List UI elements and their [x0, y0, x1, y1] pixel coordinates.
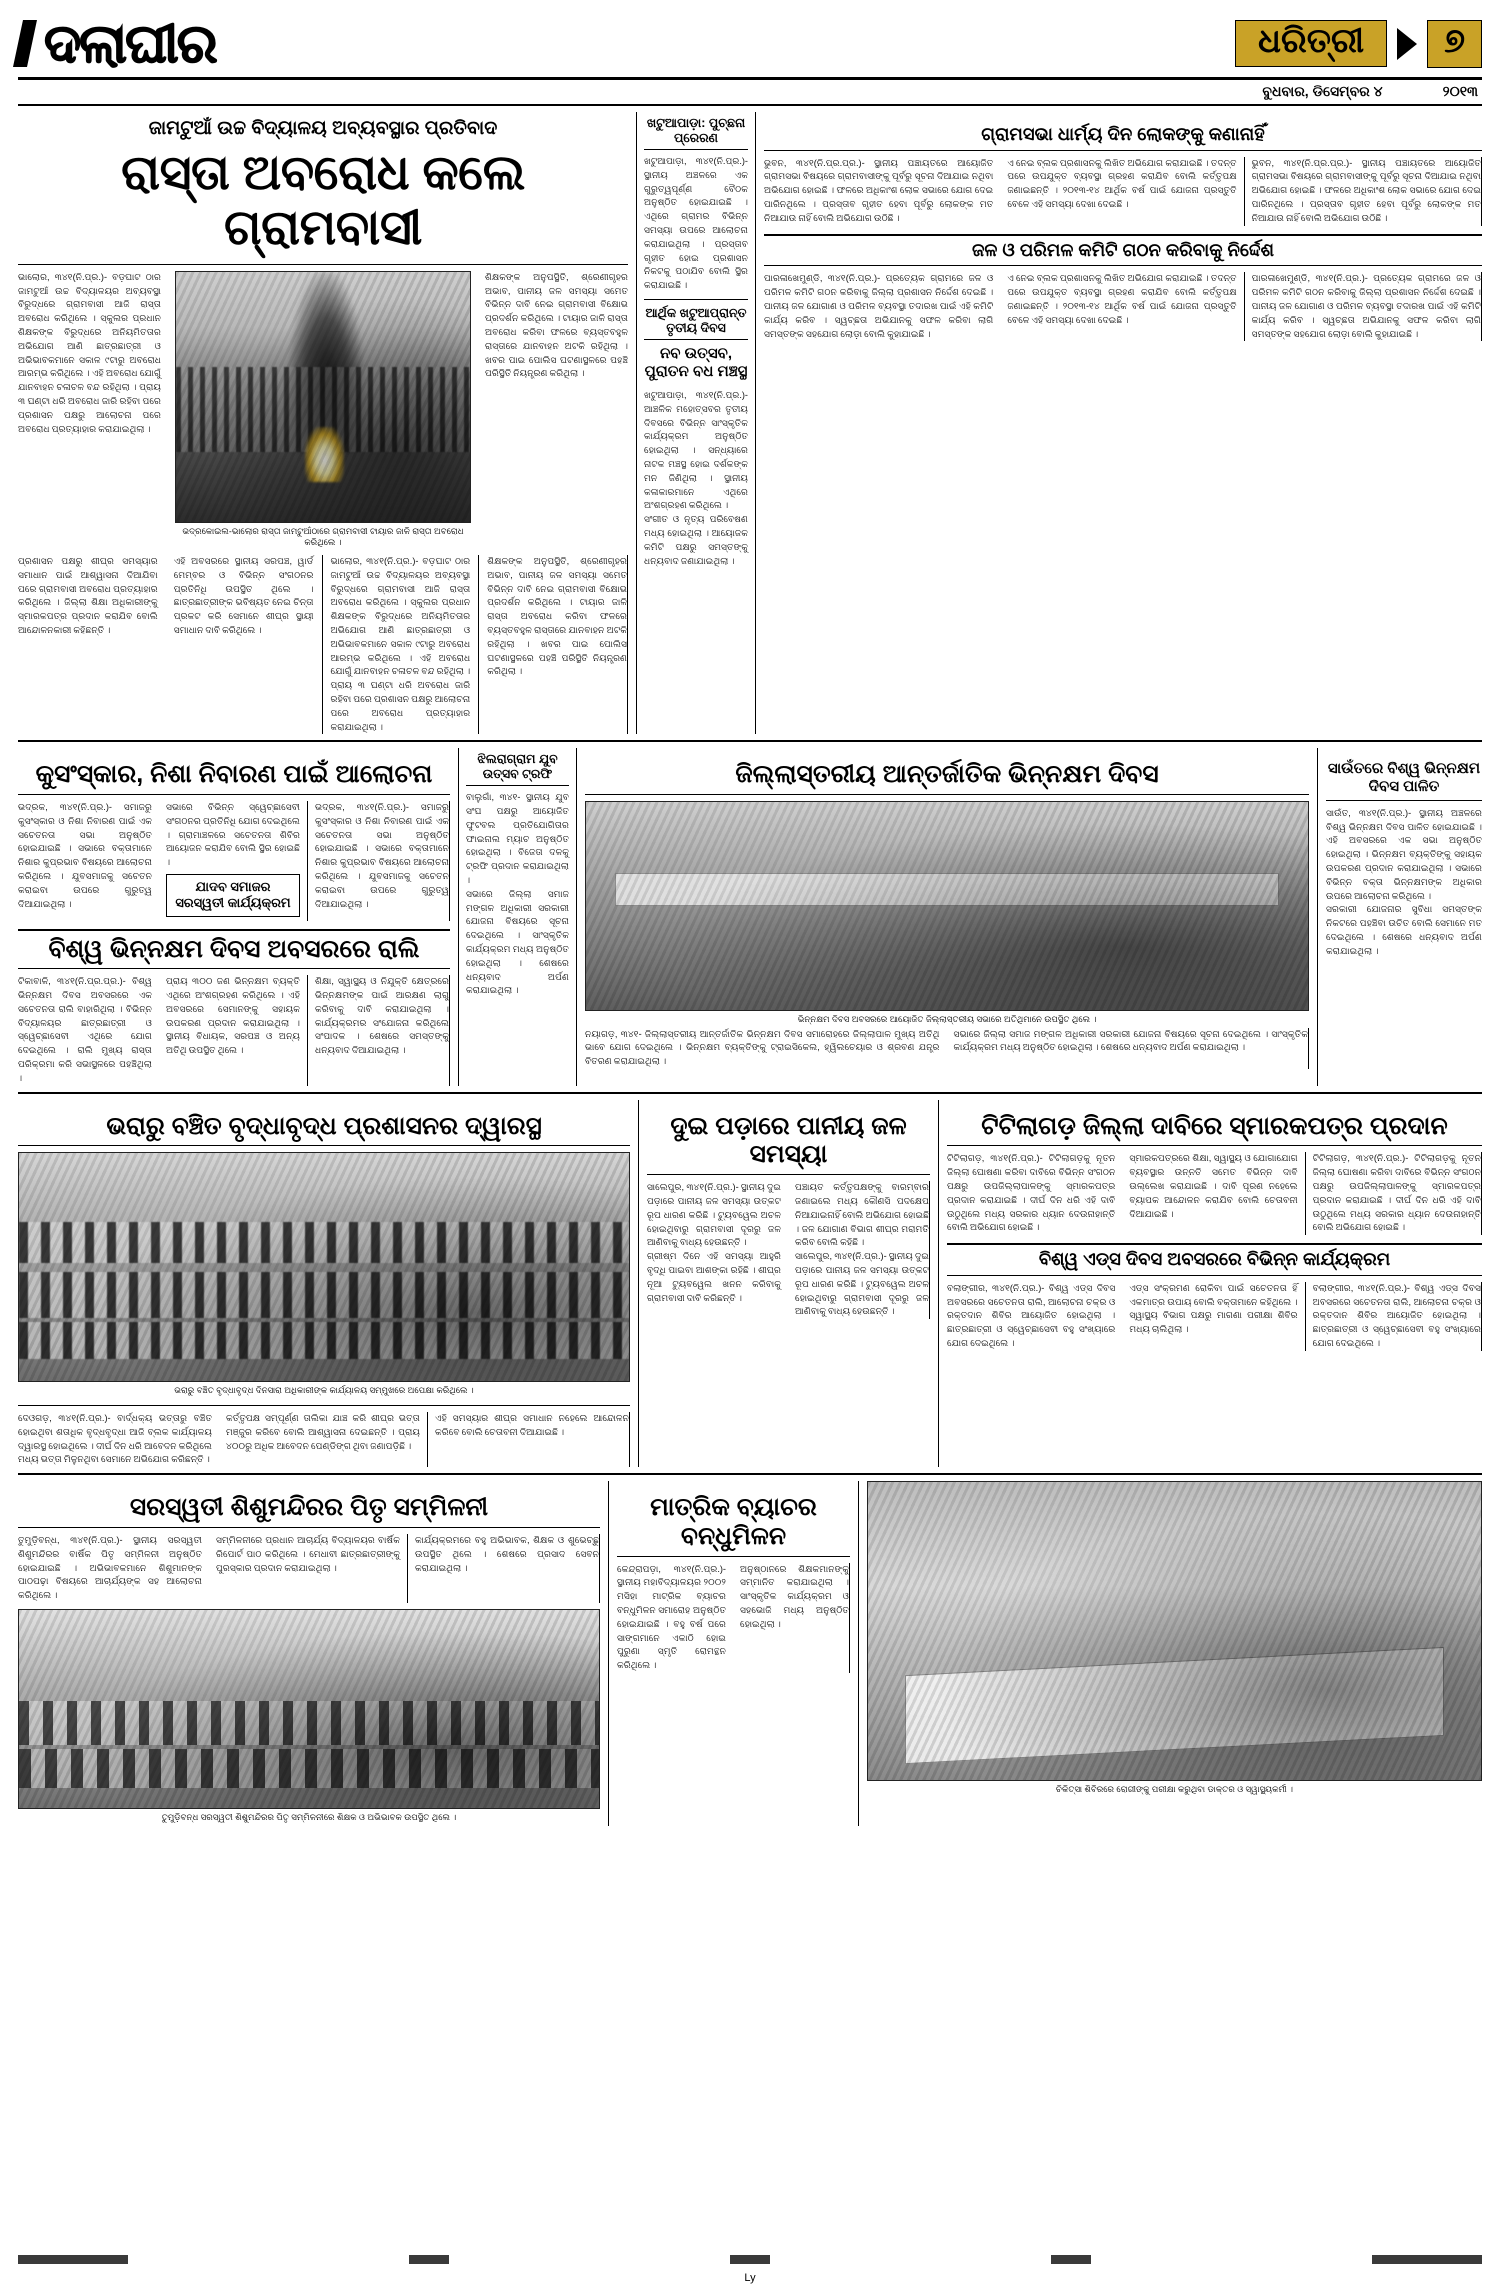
masthead: [18, 14, 1482, 80]
footer-mark-right: [1372, 2255, 1482, 2264]
mid-center-block: [576, 748, 1317, 1085]
lead-col-7: [479, 555, 628, 734]
arrow-icon: [1397, 28, 1417, 60]
memo-block: [938, 1100, 1482, 1468]
dateline: [18, 80, 1482, 106]
water-col-2: [788, 1181, 930, 1319]
memo-head-2: ବିଶ୍ୱ ଏଡ୍ସ ଦିବସ ଅବସରରେ ବିଭିନ୍ନ କାର୍ଯ୍ୟକ୍ରମ: [947, 1243, 1482, 1276]
right-col-4: [764, 272, 1000, 341]
memo-col-1: [947, 1152, 1122, 1235]
mid-left-box-title: ଯାଦବ ସମାଜର ସରସ୍ୱତୀ କାର୍ଯ୍ୟକ୍ରମ: [175, 879, 291, 911]
elderly-text-3: ଏହି ସମସ୍ୟାର ଶୀଘ୍ର ସମାଧାନ ନହେଲେ ଆନ୍ଦୋଳନ କରିବେ ବୋଲି ଚେତାବନୀ ଦିଆଯାଇଛି ।: [435, 1413, 629, 1437]
mid-right-block: [1317, 748, 1482, 1085]
mid-right-text-1: ସାଉଁତ, ୩୪୧(ନି.ପ୍ର.)- ସ୍ଥାନୀୟ ଅଞ୍ଚଳରେ ବିଶ୍ୱ ଭିନ୍ନକ୍ଷମ ଦିବସ ପାଳିତ ହୋଇଯାଇଛି । ଏହି ଅବସରରେ ଏକ ସଭା ଅନୁଷ୍ଠିତ ହୋଇଥିଲା । ଭିନ୍ନକ୍ଷମ ବ୍ୟକ୍ତିଙ୍କୁ ସହାୟକ ଉପକରଣ ପ୍ରଦାନ କରାଯାଇଥିଲା । ସଭାରେ ବିଭିନ୍ନ ବକ୍ତା ଭିନ୍ନକ୍ଷମଙ୍କ ଅଧିକାର ଉପରେ ଆଲୋଚନା କରିଥିଲେ ।: [1326, 807, 1482, 901]
brand-badge: ଧରିତ୍ରୀ: [1235, 20, 1387, 67]
mid-center-head-small: ଝିଲରାଗ୍ରାମ ଯୁବ ଉତ୍ସବ ଟ୍ରଫି: [466, 752, 569, 786]
footer-mark-mid-right: [1051, 2255, 1091, 2264]
mid-center-text-1: ନୟାଗଡ଼, ୩୪୧- ଜିଲ୍ଲାସ୍ତରୀୟ ଆନ୍ତର୍ଜାତିକ ଭିନ୍ନକ୍ଷମ ଦିବସ ସମାରୋହରେ ଜିଲ୍ଲାପାଳ ମୁଖ୍ୟ ଅତିଥି ଭାବେ ଯୋଗ ଦେଇଥିଲେ । ଭିନ୍ନକ୍ଷମ ବ୍ୟକ୍ତିଙ୍କୁ ଟ୍ରାଇସିକେଲ, ହ୍ୱିଲଚେୟାର ଓ ଶ୍ରବଣ ଯନ୍ତ୍ର ବିତରଣ କରାଯାଇଥିଲା ।: [585, 1028, 940, 1067]
right-head-2: ଜଳ ଓ ପରିମଳ କମିଟି ଗଠନ କରିବାକୁ ନିର୍ଦ୍ଦେଶ: [764, 234, 1482, 267]
school-col-1: [18, 1534, 209, 1603]
mid-left-col-2: [159, 801, 308, 920]
mid-center-col-1: [585, 1028, 947, 1069]
right-text-3b: ପାରଳାଖେମୁଣ୍ଡି, ୩୪୧(ନି.ପ୍ର.)- ପ୍ରତ୍ୟେକ ଗ୍ରାମରେ ଜଳ ଓ ପରିମଳ କମିଟି ଗଠନ କରିବାକୁ ଜିଲ୍ଲା ପ୍ରଶାସନ ନିର୍ଦ୍ଦେଶ ଦେଇଛି । ପାନୀୟ ଜଳ ଯୋଗାଣ ଓ ପରିମଳ ବ୍ୟବସ୍ଥା ତଦାରଖ ପାଇଁ ଏହି କମିଟି କାର୍ଯ୍ୟ କରିବ । ସ୍ୱଚ୍ଛତା ଅଭିଯାନକୁ ସଫଳ କରିବା ଲାଗି ସମସ୍ତଙ୍କ ସହଯୋଗ ଲୋଡ଼ା ବୋଲି କୁହାଯାଇଛି ।: [1251, 273, 1481, 339]
footer-mark-mid-left: [409, 2255, 449, 2264]
reunion-text-1: କେନ୍ଦ୍ରାପଡ଼ା, ୩୪୧(ନି.ପ୍ର.)- ସ୍ଥାନୀୟ ମହାବିଦ୍ୟାଳୟର ୨୦୦୨ ମସିହା ମାଟ୍ରିକ ବ୍ୟାଚର ବନ୍ଧୁମିଳନ ସମାରୋହ ଅନୁଷ୍ଠିତ ହୋଇଯାଇଛି । ବହୁ ବର୍ଷ ପରେ ସାଙ୍ଗମାନେ ଏକାଠି ହୋଇ ପୁରୁଣା ସ୍ମୃତି ରୋମନ୍ଥନ କରିଥିଲେ ।: [617, 1563, 726, 1671]
memo-head-1: ଟିଟିଲାଗଡ଼ ଜିଲ୍ଲା ଦାବିରେ ସ୍ମାରକପତ୍ର ପ୍ରଦାନ: [947, 1108, 1482, 1147]
reunion-col-1: [617, 1563, 733, 1673]
lead-col-3: [478, 271, 628, 551]
narrow-head-3: ନବ ଉତ୍ସବ, ପୁରାତନ ବଧ ମଞ୍ଚସ୍ଥ: [644, 344, 748, 380]
memo-text-1: ଟିଟିଲାଗଡ଼, ୩୪୧(ନି.ପ୍ର.)- ଟିଟିଲାଗଡ଼କୁ ନୂତନ ଜିଲ୍ଲା ଘୋଷଣା କରିବା ଦାବିରେ ବିଭିନ୍ନ ସଂଗଠନ ପକ୍ଷରୁ ଉପଜିଲ୍ଲାପାଳଙ୍କୁ ସ୍ମାରକପତ୍ର ପ୍ରଦାନ କରାଯାଇଛି । ଦୀର୍ଘ ଦିନ ଧରି ଏହି ଦାବି ଉଠୁଥିଲେ ମଧ୍ୟ ସରକାର ଧ୍ୟାନ ଦେଉନାହାନ୍ତି ବୋଲି ଅଭିଯୋଗ ହୋଇଛି ।: [947, 1153, 1116, 1233]
mid-left-text-3: ଟିକାବାଳି, ୩୪୧(ନି.ପ୍ର.ପ୍ର.)- ବିଶ୍ୱ ଭିନ୍ନକ୍ଷମ ଦିବସ ଅବସରରେ ଏକ ସଚେତନତା ରାଲି ବାହାରିଥିଲା । ବିଭିନ୍ନ ବିଦ୍ୟାଳୟର ଛାତ୍ରଛାତ୍ରୀ ଓ ସ୍ୱେଚ୍ଛାସେବୀ ଏଥିରେ ଯୋଗ ଦେଇଥିଲେ । ରାଲି ମୁଖ୍ୟ ରାସ୍ତା ପରିକ୍ରମା କରି ସଭାସ୍ଥଳରେ ପହଞ୍ଚିଥିଲା ।: [18, 976, 152, 1083]
school-photo-caption: ତୁମୁଡ଼ିବନ୍ଧ ସରସ୍ୱତୀ ଶିଶୁମନ୍ଦିରର ପିତୃ ସମ୍ମିଳନୀରେ ଶିକ୍ଷକ ଓ ଅଭିଭାବକ ଉପସ୍ଥିତ ଥିଲେ ।: [161, 1811, 457, 1822]
memo-col-3: [1306, 1152, 1482, 1235]
elderly-block: [18, 1100, 638, 1468]
elderly-col-2: [219, 1412, 428, 1467]
narrow-head-1: ଖଟୁଆପାଡ଼ା: ପୁଚ୍ଛନା ପ୍ରେରଣ: [644, 116, 748, 150]
water-text-3: ଗ୍ରୀଷ୍ମ ଦିନେ ଏହି ସମସ୍ୟା ଆହୁରି ବୃଦ୍ଧି ପାଇବା ଆଶଙ୍କା ରହିଛି । ଶୀଘ୍ର ନୂଆ ଟ୍ୟୁବୱେଲ ଖନନ କରିବାକୁ ଗ୍ରାମବାସୀ ଦାବି କରିଛନ୍ତି ।: [647, 1251, 781, 1303]
lead-photo: [175, 271, 471, 523]
narrow-text-2: ଖଟୁଆପାଡ଼ା, ୩୪୧(ନି.ପ୍ର.)- ଆଞ୍ଚଳିକ ମହୋତ୍ସବର ତୃତୀୟ ଦିବସରେ ବିଭିନ୍ନ ସାଂସ୍କୃତିକ କାର୍ଯ୍ୟକ୍ରମ ଅନୁଷ୍ଠିତ ହୋଇଥିଲା । ସନ୍ଧ୍ୟାରେ ନାଟକ ମଞ୍ଚସ୍ଥ ହୋଇ ଦର୍ଶକଙ୍କ ମନ ଜିଣିଥିଲା । ସ୍ଥାନୀୟ କଳାକାରମାନେ ଏଥିରେ ଅଂଶଗ୍ରହଣ କରିଥିଲେ ।: [644, 389, 748, 511]
lead-col4-text: ଏହି ଅବସରରେ ସ୍ଥାନୀୟ ସରପଞ୍ଚ, ୱାର୍ଡ ମେମ୍ବର ଓ ବିଭିନ୍ନ ସଂଗଠନର ପ୍ରତିନିଧି ଉପସ୍ଥିତ ଥିଲେ । ଛାତ୍ରଛାତ୍ରୀଙ୍କ ଭବିଷ୍ୟତ ନେଇ ଚିନ୍ତା ପ୍ରକଟ କରି ସେମାନେ ଶୀଘ୍ର ସ୍ଥାୟୀ ସମାଧାନ ଦାବି କରିଥିଲେ ।: [173, 555, 314, 635]
memo-col-6: [1306, 1282, 1482, 1351]
memo-text-4: ଏଡ୍ସ ସଂକ୍ରମଣ ରୋକିବା ପାଇଁ ସଚେତନତା ହିଁ ଏକମାତ୍ର ଉପାୟ ବୋଲି ବକ୍ତାମାନେ କହିଥିଲେ । ସ୍ୱାସ୍ଥ୍ୟ ବିଭାଗ ପକ୍ଷରୁ ମାଗଣା ପରୀକ୍ଷା ଶିବିର ମଧ୍ୟ ଚାଲିଥିଲା ।: [1129, 1282, 1298, 1335]
mid-left-col-4: [18, 975, 159, 1085]
school-text-3: କାର୍ଯ୍ୟକ୍ରମରେ ବହୁ ଅଭିଭାବକ, ଶିକ୍ଷକ ଓ ଶୁଭେଚ୍ଛୁ ଉପସ୍ଥିତ ଥିଲେ । ଶେଷରେ ପ୍ରସାଦ ସେବନ କରାଯାଇଥିଲା ।: [415, 1534, 599, 1573]
mid-left-box: [166, 874, 300, 917]
water-block: [638, 1100, 938, 1468]
mid-left-head-2: ବିଶ୍ୱ ଭିନ୍ନକ୍ଷମ ଦିବସ ଅବସରରେ ରାଲି: [18, 929, 450, 970]
lead-col1-text: ଭାଲୋର, ୩୪୧(ନି.ପ୍ର.)- ବଡ଼ଘାଟ ଠାର ଜାମଟୁଆଁ ଉଚ୍ଚ ବିଦ୍ୟାଳୟର ଅବ୍ୟବସ୍ଥା ବିରୁଦ୍ଧରେ ଗ୍ରାମବାସୀ ଆଜି ରାସ୍ତା ଅବରୋଧ କରିଥିଲେ । ସ୍କୁଲର ପ୍ରଧାନ ଶିକ୍ଷକଙ୍କ ବିରୁଦ୍ଧରେ ଅନିୟମିତତାର ଅଭିଯୋଗ ଆଣି ଛାତ୍ରଛାତ୍ରୀ ଓ ଅଭିଭାବକମାନେ ସକାଳ ୯ଟାରୁ ଅବରୋଧ ଆରମ୍ଭ କରିଥିଲେ । ଏହି ଅବରୋଧ ଯୋଗୁଁ ଯାନବାହନ ଚଳାଚଳ ବନ୍ଦ ରହିଥିଲା । ପ୍ରାୟ ୩ ଘଣ୍ଟା ଧରି ଅବରୋଧ ଜାରି ରହିବା ପରେ ପ୍ରଶାସନ ପକ୍ଷରୁ ଆଲୋଚନା ପରେ ଅବରୋଧ ପ୍ରତ୍ୟାହାର କରାଯାଇଥିଲା ।: [18, 271, 161, 434]
hospital-block: [858, 1481, 1482, 1825]
water-text-1: ସାଲେପୁର, ୩୪୧(ନି.ପ୍ର.)- ସ୍ଥାନୀୟ ଦୁଇ ପଡ଼ାରେ ପାନୀୟ ଜଳ ସମସ୍ୟା ଉତ୍କଟ ରୂପ ଧାରଣ କରିଛି । ଟ୍ୟୁବୱେଲ ଅଚଳ ହୋଇଥିବାରୁ ଗ୍ରାମବାସୀ ଦୂରରୁ ଜଳ ଆଣିବାକୁ ବାଧ୍ୟ ହେଉଛନ୍ତି ।: [647, 1182, 781, 1248]
mid-left-col-5: [159, 975, 308, 1085]
mid-left-block: [18, 748, 458, 1085]
water-text-2: ପଞ୍ଚାୟତ କର୍ତ୍ତୃପକ୍ଷଙ୍କୁ ବାରମ୍ବାର ଜଣାଇଲେ ମଧ୍ୟ କୌଣସି ପଦକ୍ଷେପ ନିଆଯାଇନାହିଁ ବୋଲି ଅଭିଯୋଗ ହୋଇଛି । ଜଳ ଯୋଗାଣ ବିଭାଗ ଶୀଘ୍ର ମରାମତି କରିବ ବୋଲି କହିଛି ।: [795, 1182, 929, 1248]
elderly-photo: [18, 1152, 630, 1382]
dateline-day: ବୁଧବାର, ଡିସେମ୍ବର ୪: [1262, 83, 1383, 99]
school-col-2: [209, 1534, 408, 1603]
elderly-text-1: ଦେଓଗଡ଼, ୩୪୧(ନି.ପ୍ର.)- ବାର୍ଦ୍ଧକ୍ୟ ଭତ୍ତାରୁ ବଞ୍ଚିତ ହୋଇଥିବା ଶତାଧିକ ବୃଦ୍ଧବୃଦ୍ଧା ଆଜି ବ୍ଲକ କାର୍ଯ୍ୟାଳୟ ଦ୍ୱାରସ୍ଥ ହୋଇଥିଲେ । ଦୀର୍ଘ ଦିନ ଧରି ଆବେଦନ କରିଥିଲେ ମଧ୍ୟ ଭତ୍ତା ମିଳୁନଥିବା ସେମାନେ ଅଭିଯୋଗ କରିଛନ୍ତି ।: [18, 1413, 212, 1465]
lead-story: [18, 112, 636, 734]
lead-col-6: [323, 555, 480, 734]
lead-col2-text: ଶିକ୍ଷକଙ୍କ ଅନୁପସ୍ଥିତି, ଶ୍ରେଣୀଗୃହର ଅଭାବ, ପାନୀୟ ଜଳ ସମସ୍ୟା ସମେତ ବିଭିନ୍ନ ଦାବି ନେଇ ଗ୍ରାମବାସୀ ବିକ୍ଷୋଭ ପ୍ରଦର୍ଶନ କରିଥିଲେ । ଟାୟାର ଜାଳି ରାସ୍ତା ଅବରୋଧ କରିବା ଫଳରେ ବ୍ୟସ୍ତବହୁଳ ରାସ୍ତାରେ ଯାନବାହନ ଅଟକି ରହିଥିଲା । ଖବର ପାଇ ପୋଲିସ ଘଟଣାସ୍ଥଳରେ ପହଞ୍ଚି ପରିସ୍ଥିତି ନିୟନ୍ତ୍ରଣ କରିଥିଲା ।: [485, 271, 628, 379]
mid-center-text-2: ସଭାରେ ଜିଲ୍ଲା ସମାଜ ମଙ୍ଗଳ ଅଧିକାରୀ ସରକାରୀ ଯୋଜନା ବିଷୟରେ ସୂଚନା ଦେଇଥିଲେ । ସାଂସ୍କୃତିକ କାର୍ଯ୍ୟକ୍ରମ ମଧ୍ୟ ଅନୁଷ୍ଠିତ ହୋଇଥିଲା । ଶେଷରେ ଧନ୍ୟବାଦ ଅର୍ପଣ କରାଯାଇଥିଲା ।: [953, 1028, 1308, 1053]
narrow-column: [636, 112, 756, 734]
memo-col-4: [947, 1282, 1122, 1351]
right-text-2b: ଏ ନେଇ ବ୍ଲକ ପ୍ରଶାସନକୁ ଲିଖିତ ଅଭିଯୋଗ କରାଯାଇଛି । ତଦନ୍ତ ପରେ ଉପଯୁକ୍ତ ବ୍ୟବସ୍ଥା ଗ୍ରହଣ କରାଯିବ ବୋଲି କର୍ତ୍ତୃପକ୍ଷ ଜଣାଇଛନ୍ତି । ୨୦୧୩-୧୪ ଆର୍ଥିକ ବର୍ଷ ପାଇଁ ଯୋଜନା ପ୍ରସ୍ତୁତି ବେଳେ ଏହି ସମସ୍ୟା ଦେଖା ଦେଇଛି ।: [1007, 273, 1237, 325]
school-text-1: ତୁମୁଡ଼ିବନ୍ଧ, ୩୪୧(ନି.ପ୍ର.)- ସ୍ଥାନୀୟ ସରସ୍ୱତୀ ଶିଶୁମନ୍ଦିରର ବାର୍ଷିକ ପିତୃ ସମ୍ମିଳନୀ ଅନୁଷ୍ଠିତ ହୋଇଯାଇଛି । ଅଭିଭାବକମାନେ ଶିଶୁମାନଙ୍କ ପାଠପଢ଼ା ବିଷୟରେ ଆଚାର୍ଯ୍ୟଙ୍କ ସହ ଆଲୋଚନା କରିଥିଲେ ।: [18, 1534, 202, 1601]
mid-left-head-1: କୁସଂସ୍କାର, ନିଶା ନିବାରଣ ପାଇଁ ଆଲୋଚନା: [18, 756, 450, 795]
school-head: ସରସ୍ୱତୀ ଶିଶୁମନ୍ଦିରର ପିତୃ ସମ୍ମିଳନୀ: [18, 1489, 600, 1528]
elderly-col-3: [428, 1412, 630, 1467]
memo-text-3b: ବଲାଙ୍ଗୀର, ୩୪୧(ନି.ପ୍ର.)- ବିଶ୍ୱ ଏଡ୍ସ ଦିବସ ଅବସରରେ ସଚେତନତା ରାଲି, ଆଲୋଚନା ଚକ୍ର ଓ ରକ୍ତଦାନ ଶିବିର ଆୟୋଜିତ ହୋଇଥିଲା । ଛାତ୍ରଛାତ୍ରୀ ଓ ସ୍ୱେଚ୍ଛାସେବୀ ବହୁ ସଂଖ୍ୟାରେ ଯୋଗ ଦେଇଥିଲେ ।: [1312, 1282, 1481, 1349]
lead-kicker: ଜାମଟୁଆଁ ଉଚ୍ଚ ବିଦ୍ୟାଳୟ ଅବ୍ୟବସ୍ଥାର ପ୍ରତିବାଦ: [148, 118, 498, 139]
elderly-col-1: [18, 1412, 219, 1467]
footer-page-label: Ly: [744, 2272, 756, 2284]
mid-left-text-4: ପ୍ରାୟ ୩୦୦ ଜଣ ଭିନ୍ନକ୍ଷମ ବ୍ୟକ୍ତି ଏଥିରେ ଅଂଶଗ୍ରହଣ କରିଥିଲେ । ଏହି ଅବସରରେ ସେମାନଙ୍କୁ ସହାୟକ ଉପକରଣ ପ୍ରଦାନ କରାଯାଇଥିଲା । ସ୍ଥାନୀୟ ବିଧାୟକ, ସରପଞ୍ଚ ଓ ଅନ୍ୟ ଅତିଥି ଉପସ୍ଥିତ ଥିଲେ ।: [166, 976, 300, 1056]
right-text-1: ଭୁବନ, ୩୪୧(ନି.ପ୍ର.ପ୍ର.)- ସ୍ଥାନୀୟ ପଞ୍ଚାୟତରେ ଆୟୋଜିତ ଗ୍ରାମସଭା ବିଷୟରେ ଗ୍ରାମବାସୀଙ୍କୁ ପୂର୍ବରୁ ସୂଚନା ଦିଆଯାଇ ନଥିବା ଅଭିଯୋଗ ହୋଇଛି । ଫଳରେ ଅଧିକାଂଶ ଲୋକ ସଭାରେ ଯୋଗ ଦେଇ ପାରିନଥିଲେ । ପ୍ରସ୍ତାବ ଗୃହୀତ ହେବା ପୂର୍ବରୁ ଲୋକଙ୍କ ମତ ନିଆଯାଉ ନାହିଁ ବୋଲି ଅଭିଯୋଗ ଉଠିଛି ।: [764, 157, 994, 223]
mid-right-head-1: ସାଉଁତରେ ବିଶ୍ୱ ଭିନ୍ନକ୍ଷମ ଦିବସ ପାଳିତ: [1326, 756, 1482, 801]
mid-left-text-1b: ଭଦ୍ରକ, ୩୪୧(ନି.ପ୍ର.)- ସମାଜରୁ କୁସଂସ୍କାର ଓ ନିଶା ନିବାରଣ ପାଇଁ ଏକ ସଚେତନତା ସଭା ଅନୁଷ୍ଠିତ ହୋଇଯାଇଛି । ସଭାରେ ବକ୍ତାମାନେ ନିଶାର କୁପ୍ରଭାବ ବିଷୟରେ ଆଲୋଚନା କରିଥିଲେ । ଯୁବସମାଜକୁ ସଚେତନ କରାଇବା ଉପରେ ଗୁରୁତ୍ୱ ଦିଆଯାଇଥିଲା ।: [315, 802, 449, 909]
memo-text-1b: ଟିଟିଲାଗଡ଼, ୩୪୧(ନି.ପ୍ର.)- ଟିଟିଲାଗଡ଼କୁ ନୂତନ ଜିଲ୍ଲା ଘୋଷଣା କରିବା ଦାବିରେ ବିଭିନ୍ନ ସଂଗଠନ ପକ୍ଷରୁ ଉପଜିଲ୍ଲାପାଳଙ୍କୁ ସ୍ମାରକପତ୍ର ପ୍ରଦାନ କରାଯାଇଛି । ଦୀର୍ଘ ଦିନ ଧରି ଏହି ଦାବି ଉଠୁଥିଲେ ମଧ୍ୟ ସରକାର ଧ୍ୟାନ ଦେଉନାହାନ୍ତି ବୋଲି ଅଭିଯୋଗ ହୋଇଛି ।: [1312, 1153, 1481, 1233]
lead-col2-repeat: ଶିକ୍ଷକଙ୍କ ଅନୁପସ୍ଥିତି, ଶ୍ରେଣୀଗୃହର ଅଭାବ, ପାନୀୟ ଜଳ ସମସ୍ୟା ସମେତ ବିଭିନ୍ନ ଦାବି ନେଇ ଗ୍ରାମବାସୀ ବିକ୍ଷୋଭ ପ୍ରଦର୍ଶନ କରିଥିଲେ । ଟାୟାର ଜାଳି ରାସ୍ତା ଅବରୋଧ କରିବା ଫଳରେ ବ୍ୟସ୍ତବହୁଳ ରାସ୍ତାରେ ଯାନବାହନ ଅଟକି ରହିଥିଲା । ଖବର ପାଇ ପୋଲିସ ଘଟଣାସ୍ଥଳରେ ପହଞ୍ଚି ପରିସ୍ଥିତି ନିୟନ୍ତ୍ରଣ କରିଥିଲା ।: [487, 555, 627, 677]
lead-col3-text: ପ୍ରଶାସନ ପକ୍ଷରୁ ଶୀଘ୍ର ସମସ୍ୟାର ସମାଧାନ ପାଇଁ ଆଶ୍ୱାସନା ଦିଆଯିବା ପରେ ଗ୍ରାମବାସୀ ଅବରୋଧ ପ୍ରତ୍ୟାହାର କରିଥିଲେ । ଜିଲ୍ଲା ଶିକ୍ଷା ଅଧିକାରୀଙ୍କୁ ସ୍ମାରକପତ୍ର ପ୍ରଦାନ କରାଯିବ ବୋଲି ଆନ୍ଦୋଳନକାରୀ କହିଛନ୍ତି ।: [18, 555, 158, 635]
right-head-1: ଗ୍ରାମସଭା ଧାର୍ମ୍ୟ ଦିନ ଲୋକଙ୍କୁ କଣାନାହିଁ: [764, 120, 1482, 151]
footer-bar: [18, 2255, 1482, 2264]
right-text-3: ପାରଳାଖେମୁଣ୍ଡି, ୩୪୧(ନି.ପ୍ର.)- ପ୍ରତ୍ୟେକ ଗ୍ରାମରେ ଜଳ ଓ ପରିମଳ କମିଟି ଗଠନ କରିବାକୁ ଜିଲ୍ଲା ପ୍ରଶାସନ ନିର୍ଦ୍ଦେଶ ଦେଇଛି । ପାନୀୟ ଜଳ ଯୋଗାଣ ଓ ପରିମଳ ବ୍ୟବସ୍ଥା ତଦାରଖ ପାଇଁ ଏହି କମିଟି କାର୍ଯ୍ୟ କରିବ । ସ୍ୱଚ୍ଛତା ଅଭିଯାନକୁ ସଫଳ କରିବା ଲାଗି ସମସ୍ତଙ୍କ ସହଯୋଗ ଲୋଡ଼ା ବୋଲି କୁହାଯାଇଛି ।: [764, 273, 994, 339]
dateline-year: ୨୦୧୩: [1442, 83, 1478, 99]
lead-photo-block: [168, 271, 478, 551]
masthead-title: ଦଲାଘୀର: [18, 14, 538, 73]
reunion-block: [608, 1481, 858, 1825]
school-text-2: ସମ୍ମିଳନୀରେ ପ୍ରଧାନ ଆଚାର୍ଯ୍ୟ ବିଦ୍ୟାଳୟର ବାର୍ଷିକ ରିପୋର୍ଟ ପାଠ କରିଥିଲେ । ମେଧାବୀ ଛାତ୍ରଛାତ୍ରୀଙ୍କୁ ପୁରସ୍କାର ପ୍ରଦାନ କରାଯାଇଥିଲା ।: [216, 1534, 400, 1573]
lead-col-1: [18, 271, 168, 551]
narrow-text-3: ସଂଗୀତ ଓ ନୃତ୍ୟ ପରିବେଷଣ ମଧ୍ୟ ହୋଇଥିଲା । ଆୟୋଜକ କମିଟି ପକ୍ଷରୁ ସମସ୍ତଙ୍କୁ ଧନ୍ୟବାଦ ଜଣାଯାଇଥିଲା ।: [644, 514, 748, 566]
reunion-col-2: [733, 1563, 850, 1673]
mid-left-text-5: ଶିକ୍ଷା, ସ୍ୱାସ୍ଥ୍ୟ ଓ ନିଯୁକ୍ତି କ୍ଷେତ୍ରରେ ଭିନ୍ନକ୍ଷମଙ୍କ ପାଇଁ ଆରକ୍ଷଣ ଲାଗୁ କରିବାକୁ ଦାବି କରାଯାଇଥିଲା । କାର୍ଯ୍ୟକ୍ରମର ସଂଯୋଜନା କରିଥିଲେ ସଂପାଦକ । ଶେଷରେ ସମସ୍ତଙ୍କୁ ଧନ୍ୟବାଦ ଦିଆଯାଇଥିଲା ।: [315, 976, 449, 1056]
water-text-1b: ସାଲେପୁର, ୩୪୧(ନି.ପ୍ର.)- ସ୍ଥାନୀୟ ଦୁଇ ପଡ଼ାରେ ପାନୀୟ ଜଳ ସମସ୍ୟା ଉତ୍କଟ ରୂପ ଧାରଣ କରିଛି । ଟ୍ୟୁବୱେଲ ଅଚଳ ହୋଇଥିବାରୁ ଗ୍ରାମବାସୀ ଦୂରରୁ ଜଳ ଆଣିବାକୁ ବାଧ୍ୟ ହେଉଛନ୍ତି ।: [795, 1251, 929, 1317]
right-text-2: ଏ ନେଇ ବ୍ଲକ ପ୍ରଶାସନକୁ ଲିଖିତ ଅଭିଯୋଗ କରାଯାଇଛି । ତଦନ୍ତ ପରେ ଉପଯୁକ୍ତ ବ୍ୟବସ୍ଥା ଗ୍ରହଣ କରାଯିବ ବୋଲି କର୍ତ୍ତୃପକ୍ଷ ଜଣାଇଛନ୍ତି । ୨୦୧୩-୧୪ ଆର୍ଥିକ ବର୍ଷ ପାଇଁ ଯୋଜନା ପ୍ରସ୍ତୁତି ବେଳେ ଏହି ସମସ୍ୟା ଦେଖା ଦେଇଛି ।: [1007, 157, 1237, 210]
right-col-2: [1000, 157, 1244, 226]
elderly-text-2: କର୍ତ୍ତୃପକ୍ଷ ସମ୍ପୂର୍ଣ୍ଣ ତାଲିକା ଯାଞ୍ଚ କରି ଶୀଘ୍ର ଭତ୍ତା ମଞ୍ଜୁର କରିବେ ବୋଲି ଆଶ୍ୱାସନା ଦେଇଛନ୍ତି । ପ୍ରାୟ ୪୦୦ରୁ ଅଧିକ ଆବେଦନ ପେଣ୍ଡିଙ୍ଗ ଥିବା ଜଣାପଡ଼ିଛି ।: [226, 1413, 420, 1451]
lead-col-5: [166, 555, 323, 734]
masthead-spacer: [538, 14, 1012, 73]
reunion-head: ମାତ୍ରିକ ବ୍ୟାଚର ବନ୍ଧୁମିଳନ: [617, 1489, 850, 1557]
elderly-photo-caption: ଭରାରୁ ବଞ୍ଚିତ ବୃଦ୍ଧାବୃଦ୍ଧ ଦିନସାରା ଅଧିକାରୀଙ୍କ କାର୍ଯ୍ୟାଳୟ ସମ୍ମୁଖରେ ଅପେକ୍ଷା କରିଥିଲେ ।: [174, 1385, 474, 1396]
school-col-3: [408, 1534, 600, 1603]
right-top-block: [756, 112, 1482, 734]
hospital-photo: [867, 1481, 1482, 1781]
right-col-6: [1245, 272, 1482, 341]
mid-left-col-1: [18, 801, 159, 920]
water-col-1: [647, 1181, 788, 1319]
page-number: ୭: [1427, 20, 1482, 68]
school-photo: [18, 1609, 600, 1809]
lead-col1-repeat: ଭାଲୋର, ୩୪୧(ନି.ପ୍ର.)- ବଡ଼ଘାଟ ଠାର ଜାମଟୁଆଁ ଉଚ୍ଚ ବିଦ୍ୟାଳୟର ଅବ୍ୟବସ୍ଥା ବିରୁଦ୍ଧରେ ଗ୍ରାମବାସୀ ଆଜି ରାସ୍ତା ଅବରୋଧ କରିଥିଲେ । ସ୍କୁଲର ପ୍ରଧାନ ଶିକ୍ଷକଙ୍କ ବିରୁଦ୍ଧରେ ଅନିୟମିତତାର ଅଭିଯୋଗ ଆଣି ଛାତ୍ରଛାତ୍ରୀ ଓ ଅଭିଭାବକମାନେ ସକାଳ ୯ଟାରୁ ଅବରୋଧ ଆରମ୍ଭ କରିଥିଲେ । ଏହି ଅବରୋଧ ଯୋଗୁଁ ଯାନବାହନ ଚଳାଚଳ ବନ୍ଦ ରହିଥିଲା । ପ୍ରାୟ ୩ ଘଣ୍ଟା ଧରି ଅବରୋଧ ଜାରି ରହିବା ପରେ ପ୍ରଶାସନ ପକ୍ଷରୁ ଆଲୋଚନା ପରେ ଅବରୋଧ ପ୍ରତ୍ୟାହାର କରାଯାଇଥିଲା ।: [330, 555, 471, 732]
memo-text-2: ସ୍ମାରକପତ୍ରରେ ଶିକ୍ଷା, ସ୍ୱାସ୍ଥ୍ୟ ଓ ଯୋଗାଯୋଗ ବ୍ୟବସ୍ଥାର ଉନ୍ନତି ସମେତ ବିଭିନ୍ନ ଦାବି ଉଲ୍ଲେଖ କରାଯାଇଛି । ଦାବି ପୂରଣ ନହେଲେ ବ୍ୟାପକ ଆନ୍ଦୋଳନ କରାଯିବ ବୋଲି ଚେତାବନୀ ଦିଆଯାଇଛି ।: [1129, 1153, 1298, 1219]
right-text-1b: ଭୁବନ, ୩୪୧(ନି.ପ୍ର.ପ୍ର.)- ସ୍ଥାନୀୟ ପଞ୍ଚାୟତରେ ଆୟୋଜିତ ଗ୍ରାମସଭା ବିଷୟରେ ଗ୍ରାମବାସୀଙ୍କୁ ପୂର୍ବରୁ ସୂଚନା ଦିଆଯାଇ ନଥିବା ଅଭିଯୋଗ ହୋଇଛି । ଫଳରେ ଅଧିକାଂଶ ଲୋକ ସଭାରେ ଯୋଗ ଦେଇ ପାରିନଥିଲେ । ପ୍ରସ୍ତାବ ଗୃହୀତ ହେବା ପୂର୍ବରୁ ଲୋକଙ୍କ ମତ ନିଆଯାଉ ନାହିଁ ବୋଲି ଅଭିଯୋଗ ଉଠିଛି ।: [1251, 157, 1481, 223]
reunion-text-2: ଅନୁଷ୍ଠାନରେ ଶିକ୍ଷକମାନଙ୍କୁ ସମ୍ମାନିତ କରାଯାଇଥିଲା । ସାଂସ୍କୃତିକ କାର୍ଯ୍ୟକ୍ରମ ଓ ସହଭୋଜି ମଧ୍ୟ ଅନୁଷ୍ଠିତ ହୋଇଥିଲା ।: [740, 1563, 849, 1629]
elderly-head: ଭରାରୁ ବଞ୍ଚିତ ବୃଦ୍ଧାବୃଦ୍ଧ ପ୍ରଶାସନର ଦ୍ୱାରସ୍ଥ: [18, 1108, 630, 1147]
mid-center-photo-caption: ଭିନ୍ନକ୍ଷମ ଦିବସ ଅବସରରେ ଆୟୋଜିତ ଜିଲ୍ଲାସ୍ତରୀୟ ସଭାରେ ଅତିଥିମାନେ ଉପସ୍ଥିତ ଥିଲେ ।: [797, 1014, 1097, 1025]
right-col-1: [764, 157, 1000, 226]
lead-headline: ରାସ୍ତା ଅବରୋଧ କଲେ ଗ୍ରାମବାସୀ: [121, 146, 525, 255]
lead-col-4: [18, 555, 166, 734]
mid-left-text-2: ସଭାରେ ବିଭିନ୍ନ ସ୍ୱେଚ୍ଛାସେବୀ ସଂଗଠନର ପ୍ରତିନିଧି ଯୋଗ ଦେଇଥିଲେ । ଗ୍ରାମାଞ୍ଚଳରେ ସଚେତନତା ଶିବିର ଆୟୋଜନ କରାଯିବ ବୋଲି ସ୍ଥିର ହୋଇଛି ।: [166, 802, 300, 868]
mid-center-text-0b: ସଭାରେ ଜିଲ୍ଲା ସମାଜ ମଙ୍ଗଳ ଅଧିକାରୀ ସରକାରୀ ଯୋଜନା ବିଷୟରେ ସୂଚନା ଦେଇଥିଲେ । ସାଂସ୍କୃତିକ କାର୍ଯ୍ୟକ୍ରମ ମଧ୍ୟ ଅନୁଷ୍ଠିତ ହୋଇଥିଲା । ଶେଷରେ ଧନ୍ୟବାଦ ଅର୍ପଣ କରାଯାଇଥିଲା ।: [466, 888, 569, 996]
narrow-head-2: ଆର୍ଥିକ ଖଟୁଆପ୍ରାନ୍ତ ତୃତୀୟ ଦିବସ: [644, 306, 748, 340]
mid-center-narrow: [458, 748, 576, 1085]
masthead-brand-group: [1012, 14, 1482, 73]
hospital-photo-caption: ଚିକିତ୍ସା ଶିବିରରେ ରୋଗୀଙ୍କୁ ପରୀକ୍ଷା କରୁଥିବା ଡାକ୍ତର ଓ ସ୍ୱାସ୍ଥ୍ୟକର୍ମୀ ।: [1055, 1784, 1294, 1795]
mid-left-col-6: [308, 975, 450, 1085]
right-col-5: [1000, 272, 1244, 341]
footer-mark-mid: [730, 2255, 770, 2264]
mid-left-text-1: ଭଦ୍ରକ, ୩୪୧(ନି.ପ୍ର.)- ସମାଜରୁ କୁସଂସ୍କାର ଓ ନିଶା ନିବାରଣ ପାଇଁ ଏକ ସଚେତନତା ସଭା ଅନୁଷ୍ଠିତ ହୋଇଯାଇଛି । ସଭାରେ ବକ୍ତାମାନେ ନିଶାର କୁପ୍ରଭାବ ବିଷୟରେ ଆଲୋଚନା କରିଥିଲେ । ଯୁବସମାଜକୁ ସଚେତନ କରାଇବା ଉପରେ ଗୁରୁତ୍ୱ ଦିଆଯାଇଥିଲା ।: [18, 802, 152, 909]
narrow-text-1: ଖଟୁଆପାଡ଼ା, ୩୪୧(ନି.ପ୍ର.)- ସ୍ଥାନୀୟ ଅଞ୍ଚଳରେ ଏକ ଗୁରୁତ୍ୱପୂର୍ଣ୍ଣ ବୈଠକ ଅନୁଷ୍ଠିତ ହୋଇଯାଇଛି । ଏଥିରେ ଗ୍ରାମର ବିଭିନ୍ନ ସମସ୍ୟା ଉପରେ ଆଲୋଚନା କରାଯାଇଥିଲା । ପ୍ରସ୍ତାବ ଗୃହୀତ ହୋଇ ପ୍ରଶାସନ ନିକଟକୁ ପଠାଯିବ ବୋଲି ସ୍ଥିର କରାଯାଇଛି ।: [644, 156, 748, 291]
memo-col-2: [1122, 1152, 1305, 1235]
mid-center-col-2: [947, 1028, 1310, 1069]
water-head: ଦୁଇ ପଡ଼ାରେ ପାନୀୟ ଜଳ ସମସ୍ୟା: [647, 1108, 930, 1176]
school-block: [18, 1481, 608, 1825]
memo-text-3: ବଲାଙ୍ଗୀର, ୩୪୧(ନି.ପ୍ର.)- ବିଶ୍ୱ ଏଡ୍ସ ଦିବସ ଅବସରରେ ସଚେତନତା ରାଲି, ଆଲୋଚନା ଚକ୍ର ଓ ରକ୍ତଦାନ ଶିବିର ଆୟୋଜିତ ହୋଇଥିଲା । ଛାତ୍ରଛାତ୍ରୀ ଓ ସ୍ୱେଚ୍ଛାସେବୀ ବହୁ ସଂଖ୍ୟାରେ ଯୋଗ ଦେଇଥିଲେ ।: [947, 1282, 1116, 1349]
right-col-3: [1245, 157, 1482, 226]
mid-center-text-0: ବାଲୁଗାଁ, ୩୪୧- ସ୍ଥାନୀୟ ଯୁବ ସଂଘ ପକ୍ଷରୁ ଆୟୋଜିତ ଫୁଟବଲ ପ୍ରତିଯୋଗିତାର ଫାଇନାଲ ମ୍ୟାଚ ଅନୁଷ୍ଠିତ ହୋଇଥିଲା । ବିଜେତା ଦଳକୁ ଟ୍ରଫି ପ୍ରଦାନ କରାଯାଇଥିଲା ।: [466, 792, 569, 886]
mid-right-text-2: ସରକାରୀ ଯୋଜନାର ସୁବିଧା ସମସ୍ତଙ୍କ ନିକଟରେ ପହଞ୍ଚିବା ଉଚିତ ବୋଲି ସେମାନେ ମତ ଦେଇଥିଲେ । ଶେଷରେ ଧନ୍ୟବାଦ ଅର୍ପଣ କରାଯାଇଥିଲା ।: [1326, 904, 1482, 956]
mid-left-col-3: [308, 801, 450, 920]
footer-mark-left: [18, 2255, 128, 2264]
mid-center-photo: [585, 801, 1309, 1011]
mid-center-head-1: ଜିଲ୍ଲାସ୍ତରୀୟ ଆନ୍ତର୍ଜାତିକ ଭିନ୍ନକ୍ଷମ ଦିବସ: [585, 756, 1309, 795]
memo-col-5: [1122, 1282, 1305, 1351]
lead-photo-caption: ଭଦ୍ରକୋଇଲ-ଭାଲୋର ରାସ୍ତା ଜାମଟୁଆଁଠାରେ ଗ୍ରାମବାସୀ ଟାୟାର ଜାଳି ରାସ୍ତା ଅବରୋଧ କରିଥିଲେ ।: [182, 525, 464, 548]
